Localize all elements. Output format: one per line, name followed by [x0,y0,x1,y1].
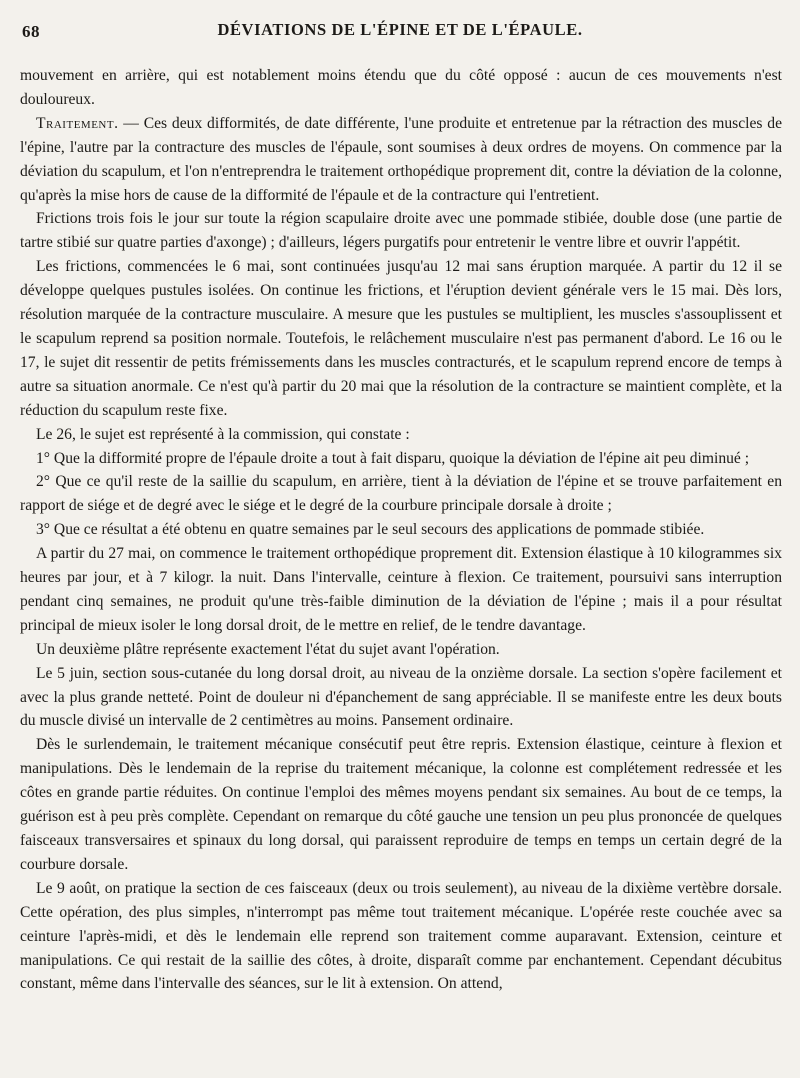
paragraph-text: Le 26, le sujet est représenté à la commission, qui constate : [36,425,410,443]
paragraph-text: 1° Que la difformité propre de l'épaule droite a tout à fait disparu, quoique la déviation de l'épine ait peu diminué ; [36,449,750,467]
paragraph-text: 3° Que ce résultat a été obtenu en quatre semaines par le seul secours des applications de pommade stibiée. [36,521,705,539]
paragraph [20,64,782,112]
paragraph [20,733,782,876]
paragraph-text: Frictions trois fois le jour sur toute la région scapulaire droite avec une pommade stibiée, double dose (une partie de tartre stibié sur quatre parties d'axonge) ; d'ailleurs, légers purgatifs pour entretenir le ventre libre et ouvrir l'appétit. [20,210,782,252]
list-item [20,470,782,518]
paragraph [20,207,782,255]
paragraph-text: A partir du 27 mai, on commence le traitement orthopédique proprement dit. Extension élastique à 10 kilogrammes six heures par jour, et à 7 kilogr. la nuit. Dans l'intervalle, ceinture à flexion. Ce traitement, poursuivi sans interruption pendant cinq semaines, ne produit qu'une très-faible diminution de la déviation de l'épine ; mais il a pour résultat principal de mieux isoler le long dorsal droit, de le mettre en relief, de le tendre davantage. [20,545,782,634]
list-item [20,518,782,542]
paragraph-text: mouvement en arrière, qui est notablement moins étendu que du côté opposé : aucun de ces mouvements n'est douloureux. [20,67,782,108]
paragraph-text: 2° Que ce qu'il reste de la saillie du scapulum, en arrière, tient à la déviation de l'épine et se trouve parfaitement en rapport de siége et de degré avec le siége et le degré de la courbure principale dorsale à droite ; [20,473,782,515]
paragraph-text: Le 5 juin, section sous-cutanée du long dorsal droit, au niveau de la onzième dorsale. La section s'opère facilement et avec la plus grande netteté. Point de douleur ni d'épanchement de sang appréciable. Il se manifeste entre les deux bouts du muscle divisé un intervalle de 2 centimètres au moins. Pansement ordinaire. [20,664,782,730]
section-heading: Traitement. [36,114,119,132]
page-number: 68 [22,22,40,41]
paragraph-text: Un deuxième plâtre représente exactement l'état du sujet avant l'opération. [36,640,500,658]
running-title: DÉVIATIONS DE L'ÉPINE ET DE L'ÉPAULE. [217,20,583,39]
paragraph [20,877,782,997]
paragraph [20,542,782,638]
paragraph [20,255,782,422]
paragraph-text: Dès le surlendemain, le traitement mécanique consécutif peut être repris. Extension élastique, ceinture à flexion et manipulations. Dès le lendemain de la reprise du traitement mécanique, la colonne est complétement redressée et les côtes en grande partie réduites. On continue l'emploi des mêmes moyens pendant six semaines. Au bout de ce temps, la guérison est à peu près complète. Cependant on remarque du côté gauche une tension un peu plus prononcée de quelques faisceaux transversaires et spinaux du long dorsal, qui paraissent reproduire de temps en temps un certain degré de la courbure dorsale. [20,736,782,873]
body-text [20,64,782,996]
page-header [22,18,778,44]
paragraph-text: Les frictions, commencées le 6 mai, sont continuées jusqu'au 12 mai sans éruption marquée. A partir du 12 il se développe quelques pustules isolées. On continue les frictions, et l'éruption devient générale vers le 15 mai. Dès lors, résolution marquée de la contracture musculaire. A mesure que les pustules se multiplient, les muscles s'assouplissent et le scapulum reprend sa position normale. Toutefois, le relâchement musculaire n'est pas permanent d'abord. Le 16 ou le 17, le sujet dit ressentir de petits frémissements dans les muscles contracturés, et le scapulum reprend encore de temps à autre sa situation anormale. Ce n'est qu'à partir du 20 mai que la résolution de la contracture se maintient complète, et la réduction du scapulum reste fixe. [20,258,782,419]
paragraph [20,662,782,734]
paragraph-text: Le 9 août, on pratique la section de ces faisceaux (deux ou trois seulement), au niveau de la dixième vertèbre dorsale. Cette opération, des plus simples, n'interrompt pas même tout traitement mécanique. L'opérée reste couchée avec sa ceinture l'après-midi, et dès le lendemain elle reprend son traitement comme auparavant. Extension, ceinture et manipulations. Ce qui restait de la saillie des côtes, à droite, disparaît comme par enchantement. Cependant décubitus constant, même dans l'intervalle des séances, sur le lit à extension. On attend, [20,879,782,993]
paragraph [20,112,782,208]
list-item [20,447,782,471]
paragraph [20,423,782,447]
paragraph-text: — Ces deux difformités, de date différente, l'une produite et entretenue par la rétraction des muscles de l'épine, l'autre par la contracture des muscles de l'épaule, sont soumises à deux ordres de moyens. On commence par la déviation du scapulum, et l'on n'entreprendra le traitement orthopédique proprement dit, contre la déviation de la colonne, qu'après la mise hors de cause de la difformité de l'épaule et de la contracture qui l'entretient. [20,114,782,204]
paragraph [20,638,782,662]
